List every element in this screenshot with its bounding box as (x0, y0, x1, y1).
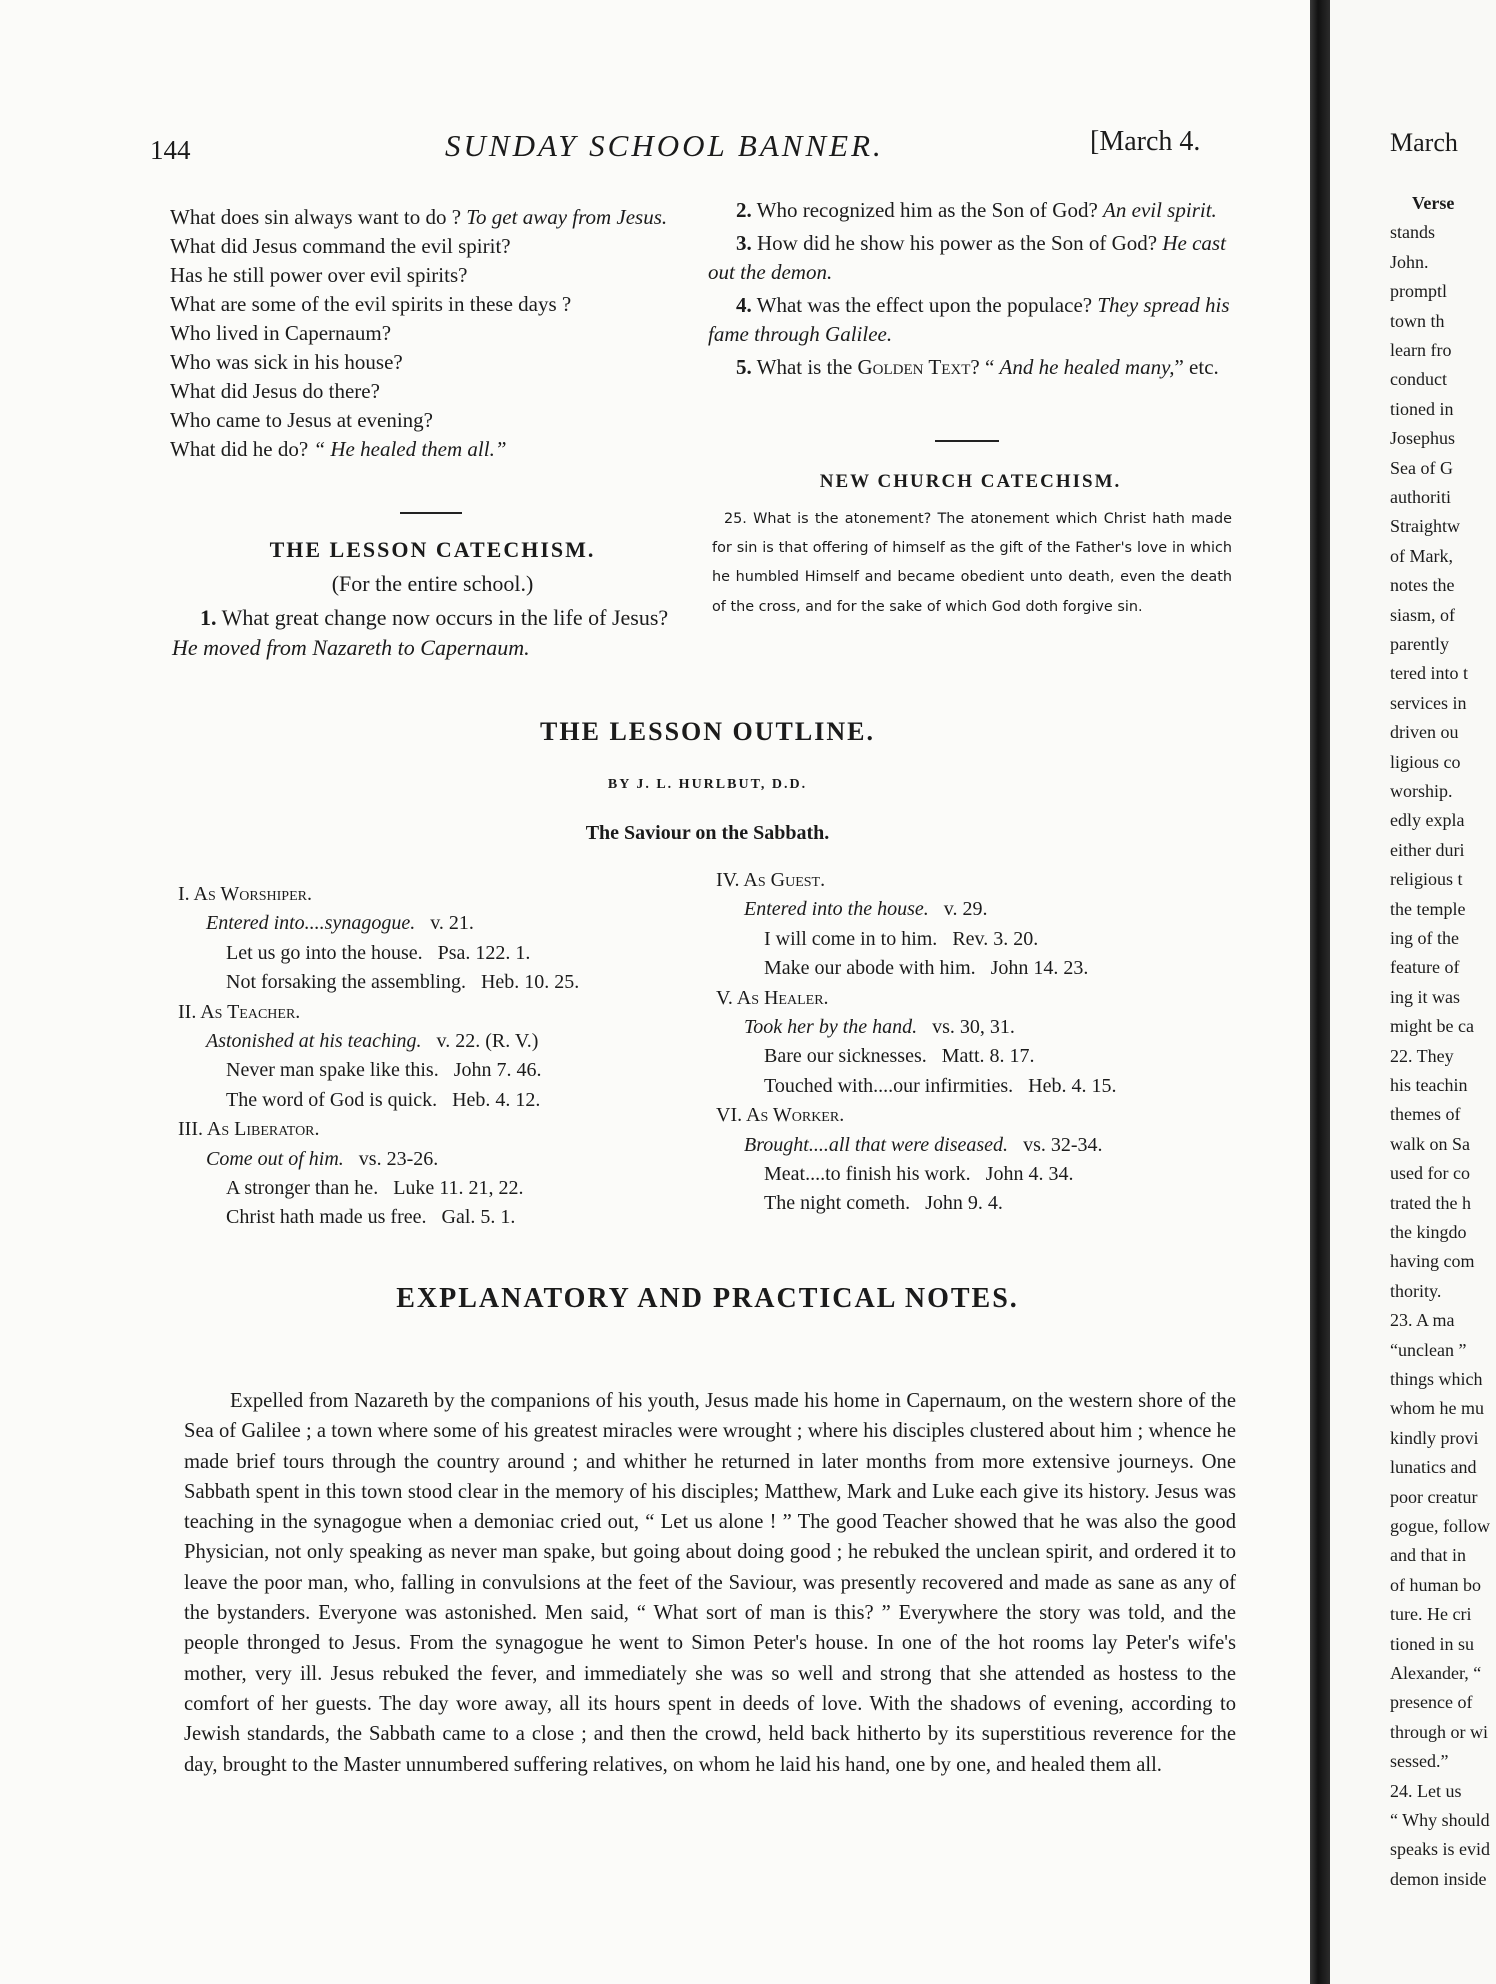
outline-text: Entered into the house. (744, 898, 929, 921)
right-page-line: services in (1390, 692, 1467, 713)
outline-text: Astonished at his teaching. (206, 1030, 422, 1053)
new-church-catechism-text: 25. What is the atonement? The atonement which Christ hath made for sin is that offering of himself as the gift of the Father's love in which he humbled Himself and became obedient unto death, even the death of the cross, and for the sake of which God doth forgive sin. (712, 511, 1232, 615)
right-page-line: Alexander, “ (1390, 1663, 1482, 1683)
right-page-line: of Mark, (1390, 545, 1453, 566)
outline-reference: Heb. 4. 12. (452, 1088, 541, 1111)
outline-line-level-1 (716, 866, 1256, 895)
outline-line-level-2 (716, 895, 1256, 924)
outline-text: A stronger than he. (226, 1177, 379, 1200)
right-page-line: used for co (1390, 1163, 1470, 1184)
lesson-catechism-subtitle: (For the entire school.) (331, 571, 534, 596)
new-church-catechism-title: NEW CHURCH CATECHISM. (819, 471, 1122, 492)
outline-line-level-3 (716, 1072, 1256, 1101)
right-page-line: worship. (1390, 781, 1453, 801)
right-page-line: 22. They (1390, 1045, 1454, 1066)
outline-text: Bare our sicknesses. (764, 1045, 927, 1068)
catechism-question-1 (172, 603, 697, 663)
outline-text: The night cometh. (764, 1192, 911, 1215)
right-page-line: poor creatur (1390, 1486, 1478, 1507)
page-number: 144 (150, 135, 191, 165)
notes-title: EXPLANATORY AND PRACTICAL NOTES. (396, 1283, 1019, 1314)
right-page-line: March (1390, 128, 1458, 157)
outline-reference: Heb. 10. 25. (480, 971, 580, 994)
question-text: What great change now occurs in the life of Jesus? (221, 605, 669, 630)
outline-text: Make our abode with him. (764, 957, 976, 980)
right-page-line: Straightw (1390, 516, 1460, 537)
outline-byline: BY J. L. HURLBUT, D.D. (607, 777, 808, 792)
question-text: What does sin always want to do ? (170, 205, 462, 229)
divider (400, 512, 462, 514)
outline-reference: Heb. 4. 15. (1028, 1074, 1117, 1097)
outline-reference: v. 29. (943, 898, 988, 921)
outline-line-level-2 (178, 909, 718, 938)
outline-reference: v. 21. (430, 912, 474, 935)
question-text: What did he do? (170, 437, 309, 461)
question-text: What did Jesus command the evil spirit? (170, 234, 511, 258)
right-page-line: ing it was (1390, 986, 1460, 1007)
question-item (170, 435, 695, 464)
right-page-line: having com (1390, 1251, 1475, 1272)
question-item (150, 203, 695, 232)
right-page-line: edly expla (1390, 810, 1465, 831)
outline-text: Touched with....our infirmities. (764, 1074, 1014, 1097)
catechism-item (708, 196, 1233, 225)
outline-reference: John 9. 4. (925, 1192, 1003, 1215)
outline-column-right (716, 866, 1256, 1219)
right-page-line: driven ou (1390, 722, 1459, 743)
right-page-line: notes the (1390, 575, 1455, 596)
outline-line-level-3 (716, 1189, 1256, 1218)
outline-line-level-1 (178, 998, 718, 1027)
outline-line-level-1 (178, 1115, 718, 1144)
golden-text-label: Golden Text (857, 355, 971, 379)
outline-reference: vs. 23-26. (358, 1147, 439, 1170)
question-text: What are some of the evil spirits in these days ? (170, 292, 572, 316)
outline-column-left (178, 880, 718, 1233)
divider (935, 440, 999, 442)
outline-text: I will come in to him. (764, 927, 938, 950)
right-page-line: Josephus (1390, 428, 1456, 449)
right-page-line: themes of (1390, 1104, 1461, 1125)
right-page-line: the kingdo (1390, 1222, 1467, 1242)
question-item (170, 377, 695, 406)
outline-text: II. As Teacher. (178, 1000, 301, 1023)
answer-text: They spread his fame through Galilee. (708, 293, 1230, 346)
outline-line-level-3 (716, 1160, 1256, 1189)
question-list (170, 203, 695, 464)
question-item (170, 319, 695, 348)
outline-text: Never man spake like this. (226, 1059, 439, 1082)
right-page-fragment (1330, 0, 1496, 1984)
question-number: 4. (736, 293, 752, 317)
outline-line-level-3 (178, 1203, 718, 1232)
outline-line-level-1 (716, 984, 1256, 1013)
answer-tail: ” etc. (1174, 355, 1219, 379)
outline-reference: Rev. 3. 20. (952, 927, 1039, 950)
right-page-line: 23. A ma (1390, 1310, 1455, 1331)
notes-body: Expelled from Nazareth by the companions of his youth, Jesus made his home in Capernaum, on the western shore of the Sea of Galilee ; a town where some of his greatest miracles were wrought ; where his disciples clustered about him ; whence he made brief tours through the country around ; and whither he returned in later months from more extensive journeys. One Sabbath spent in this town stood clear in the memory of his disciples; Matthew, Mark and Luke each give its history. Jesus was teaching in the synagogue when a demoniac cried out, “ Let us alone ! ” The good Teacher showed that he was also the good Physician, not only speaking as never man spake, but going about doing good ; he rebuked the unclean spirit, and ordered it to leave the poor man, who, falling in convulsions at the feet of the Saviour, was presently recovered and made as sane as any of the bystanders. Everyone was astonished. Men said, “ What sort of man is this? ” Everywhere the story was told, and the people thronged to Jesus. From the synagogue he went to Simon Peter's house. In one of the hot rooms lay Peter's wife's mother, very ill. Jesus rebuked the fever, and immediately she was so well and strong that she attended as hostess to the comfort of her guests. The day wore away, all its hours spent in deeds of love. With the shadows of evening, according to Jewish standards, the Sabbath came to a close ; and then the crowd, held back hitherto by its superstitious reverence for the day, brought to the Master unnumbered suffering relatives, on whom he laid his hand, one by one, and healed them all. (184, 1390, 1236, 1776)
right-page-line: demon inside (1390, 1868, 1487, 1889)
outline-text: The word of God is quick. (226, 1088, 438, 1111)
question-text: Who lived in Capernaum? (170, 321, 392, 345)
right-page-line: the temple (1390, 898, 1466, 919)
right-page-line: kindly provi (1390, 1427, 1479, 1448)
question-number: 3. (736, 231, 752, 255)
question-text: What was the effect upon the populace? (756, 293, 1093, 317)
outline-line-level-3 (178, 968, 718, 997)
outline-line-level-3 (716, 1042, 1256, 1071)
answer-text: To get away from Jesus. (466, 205, 668, 229)
outline-text: Not forsaking the assembling. (226, 971, 466, 994)
answer-text: “ He healed them all.” (313, 437, 507, 461)
outline-text: IV. As Guest. (716, 869, 826, 891)
right-page-line: conduct (1390, 369, 1447, 390)
outline-text: VI. As Worker. (716, 1104, 845, 1127)
outline-text: Come out of him. (206, 1147, 344, 1170)
right-page-line: lunatics and (1390, 1457, 1477, 1478)
right-page-line: ligious co (1390, 751, 1461, 772)
right-page-line: Sea of G (1390, 457, 1453, 478)
outline-line-level-3 (178, 1086, 718, 1115)
right-page-line: speaks is evid (1390, 1839, 1490, 1860)
right-page-line: feature of (1390, 957, 1460, 978)
question-text: ? “ (970, 355, 995, 379)
outline-line-level-3 (178, 1056, 718, 1085)
outline-line-level-3 (716, 925, 1256, 954)
right-page-line: presence of (1390, 1692, 1473, 1713)
right-page-line: siasm, of (1390, 604, 1455, 625)
question-text: What did Jesus do there? (170, 379, 380, 403)
catechism-item (708, 229, 1233, 287)
right-page-line: learn fro (1390, 340, 1452, 360)
outline-reference: v. 22. (R. V.) (436, 1030, 539, 1053)
right-page-line: tered into t (1390, 663, 1468, 684)
answer-text: An evil spirit. (1103, 198, 1217, 222)
outline-line-level-1 (178, 880, 718, 909)
outline-line-level-3 (178, 939, 718, 968)
outline-text: Christ hath made us free. (226, 1206, 427, 1229)
catechism-item (708, 353, 1233, 382)
right-page-line: stands (1390, 222, 1435, 243)
right-page-line: through or wi (1390, 1721, 1488, 1742)
outline-reference: John 7. 46. (453, 1059, 542, 1082)
outline-text: Let us go into the house. (226, 941, 423, 964)
outline-title: THE LESSON OUTLINE. (540, 717, 875, 746)
outline-reference: John 14. 23. (990, 957, 1089, 980)
question-number: 2. (736, 198, 752, 222)
right-page-line: his teachin (1390, 1075, 1468, 1095)
right-page-line: authoriti (1390, 487, 1451, 507)
right-page-line: 24. Let us (1390, 1780, 1462, 1801)
right-page-line: tioned in su (1390, 1633, 1474, 1654)
right-page-line: gogue, follow (1390, 1516, 1490, 1536)
question-text: Who came to Jesus at evening? (170, 408, 433, 432)
outline-text: Entered into....synagogue. (206, 912, 416, 935)
right-page-line: trated the h (1390, 1192, 1471, 1213)
outline-reference: Gal. 5. 1. (441, 1206, 516, 1229)
outline-subtitle: The Saviour on the Sabbath. (585, 822, 830, 844)
right-page-line: parently (1390, 634, 1449, 654)
question-item (170, 290, 695, 319)
right-page-line: might be ca (1390, 1016, 1474, 1037)
right-page-line: religious t (1390, 869, 1463, 890)
outline-text: Took her by the hand. (744, 1016, 918, 1039)
question-item (170, 406, 695, 435)
issue-date: [March 4. (1090, 126, 1201, 157)
question-number: 5. (736, 355, 752, 379)
right-page-line: town th (1390, 310, 1445, 331)
right-page-line: thority. (1390, 1280, 1442, 1301)
outline-reference: vs. 30, 31. (932, 1016, 1015, 1039)
right-page-line: ture. He cri (1390, 1604, 1472, 1625)
right-page-line: “ Why should (1390, 1810, 1490, 1830)
question-number: 1. (200, 605, 217, 630)
catechism-item (708, 291, 1233, 349)
outline-text: Meat....to finish his work. (764, 1163, 971, 1186)
catechism-list (708, 196, 1233, 386)
journal-title: SUNDAY SCHOOL BANNER. (445, 128, 884, 163)
right-page-line: ing of the (1390, 928, 1459, 948)
question-text: Who recognized him as the Son of God? (756, 198, 1098, 222)
outline-line-level-3 (178, 1174, 718, 1203)
lesson-catechism-title: THE LESSON CATECHISM. (269, 537, 596, 562)
outline-text: V. As Healer. (716, 986, 829, 1009)
question-text: Has he still power over evil spirits? (170, 263, 468, 287)
right-page-line: sessed.” (1390, 1751, 1449, 1772)
outline-line-level-2 (716, 1131, 1256, 1160)
question-item (170, 348, 695, 377)
outline-reference: John 4. 34. (985, 1163, 1074, 1186)
question-text: What is the (756, 355, 853, 379)
outline-reference: vs. 32-34. (1023, 1133, 1103, 1156)
question-text: How did he show his power as the Son of God? (757, 231, 1158, 255)
outline-line-level-2 (178, 1027, 718, 1056)
answer-text: He cast out the demon. (708, 231, 1226, 284)
right-page-line: things which (1390, 1369, 1483, 1389)
book-spine (1310, 0, 1330, 1984)
outline-reference: Luke 11. 21, 22. (393, 1177, 524, 1200)
outline-text: Brought....all that were diseased. (744, 1133, 1009, 1156)
right-page-line: walk on Sa (1390, 1133, 1470, 1154)
outline-text: I. As Worshiper. (178, 883, 312, 905)
question-text: Who was sick in his house? (170, 350, 403, 374)
right-page-line: promptl (1390, 281, 1447, 302)
right-page-line: whom he mu (1390, 1398, 1484, 1419)
outline-line-level-1 (716, 1101, 1256, 1130)
answer-text: And he healed many, (999, 355, 1175, 379)
right-page-line: Verse (1412, 193, 1455, 213)
outline-line-level-3 (716, 954, 1256, 983)
right-page-line: and that in (1390, 1545, 1466, 1566)
right-page-line: of human bo (1390, 1574, 1481, 1595)
right-page-line: tioned in (1390, 398, 1454, 419)
right-page-line: either duri (1390, 839, 1465, 860)
outline-reference: Psa. 122. 1. (437, 941, 531, 964)
answer-text: He moved from Nazareth to Capernaum. (172, 635, 530, 660)
outline-reference: Matt. 8. 17. (941, 1045, 1035, 1068)
outline-line-level-2 (178, 1145, 718, 1174)
outline-line-level-2 (716, 1013, 1256, 1042)
outline-text: III. As Liberator. (178, 1118, 320, 1141)
right-page-line: “unclean ” (1390, 1339, 1467, 1360)
question-item (170, 232, 695, 261)
right-page-line: John. (1390, 251, 1429, 272)
question-item (170, 261, 695, 290)
